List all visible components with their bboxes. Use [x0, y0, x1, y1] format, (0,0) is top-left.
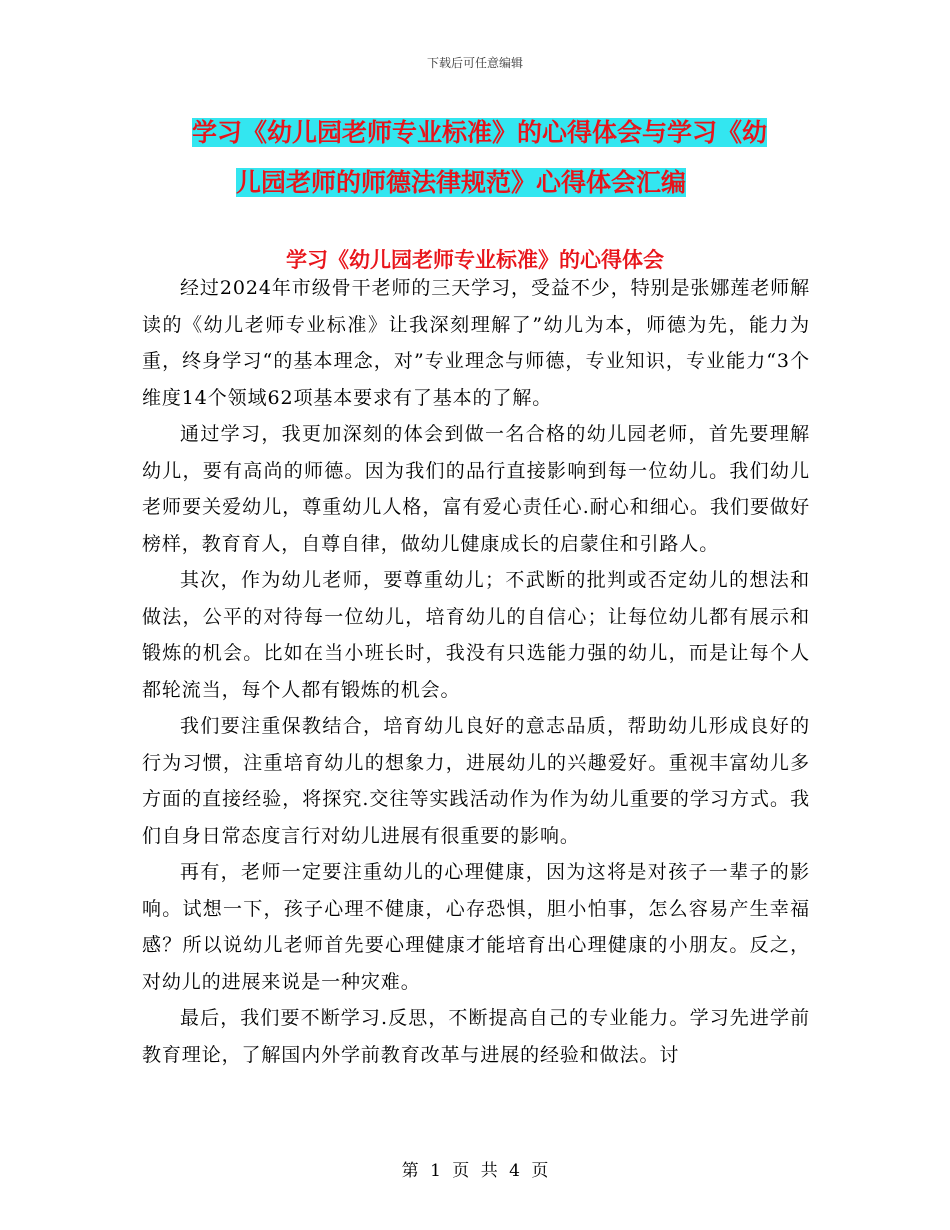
paragraph: 最后，我们要不断学习.反思，不断提高自己的专业能力。学习先进学前教育理论，了解国内外学前教育改革与进展的经验和做法。讨 [142, 1007, 810, 1066]
document-body [142, 270, 810, 1073]
section-title: 学习《幼儿园老师专业标准》的心得体会 [286, 248, 664, 272]
paragraph: 通过学习，我更加深刻的体会到做一名合格的幼儿园老师，首先要理解幼儿，要有高尚的师德。因为我们的品行直接影响到每一位幼儿。我们幼儿老师要关爱幼儿，尊重幼儿人格，富有爱心责任心.耐心和细心。我们要做好榜样，教育育人，自尊自律，做幼儿健康成长的启蒙住和引路人。 [142, 423, 810, 555]
paragraph: 我们要注重保教结合，培育幼儿良好的意志品质，帮助幼儿形成良好的行为习惯，注重培育幼儿的想象力，进展幼儿的兴趣爱好。重视丰富幼儿多方面的直接经验，将探究.交往等实践活动作为作为幼儿重要的学习方式。我们自身日常态度言行对幼儿进展有很重要的影响。 [142, 715, 810, 847]
paragraph: 经过2024年市级骨干老师的三天学习，受益不少，特别是张娜莲老师解读的《幼儿老师专业标准》让我深刻理解了”幼儿为本，师德为先，能力为重，终身学习“的基本理念，对”专业理念与师德，专业知识，专业能力“3个维度14个领域62项基本要求有了基本的了解。 [142, 277, 810, 409]
paragraph: 其次，作为幼儿老师，要尊重幼儿；不武断的批判或否定幼儿的想法和做法，公平的对待每一位幼儿，培育幼儿的自信心；让每位幼儿都有展示和锻炼的机会。比如在当小班长时，我没有只选能力强的幼儿，而是让每个人都轮流当，每个人都有锻炼的机会。 [142, 569, 810, 701]
title-line-2: 儿园老师的师德法律规范》心得体会汇编 [236, 168, 687, 197]
page-number: 第 1 页 共 4 页 [401, 1161, 549, 1181]
title-line-1: 学习《幼儿园老师专业标准》的心得体会与学习《幼 [192, 118, 768, 147]
header-note: 下载后可任意编辑 [426, 56, 523, 70]
document-title [150, 108, 840, 208]
paragraph: 再有，老师一定要注重幼儿的心理健康，因为这将是对孩子一辈子的影响。试想一下，孩子心理不健康，心存恐惧，胆小怕事，怎么容易产生幸福感？所以说幼儿老师首先要心理健康才能培育出心理健康的小朋友。反之，对幼儿的进展来说是一种灾难。 [142, 861, 810, 993]
